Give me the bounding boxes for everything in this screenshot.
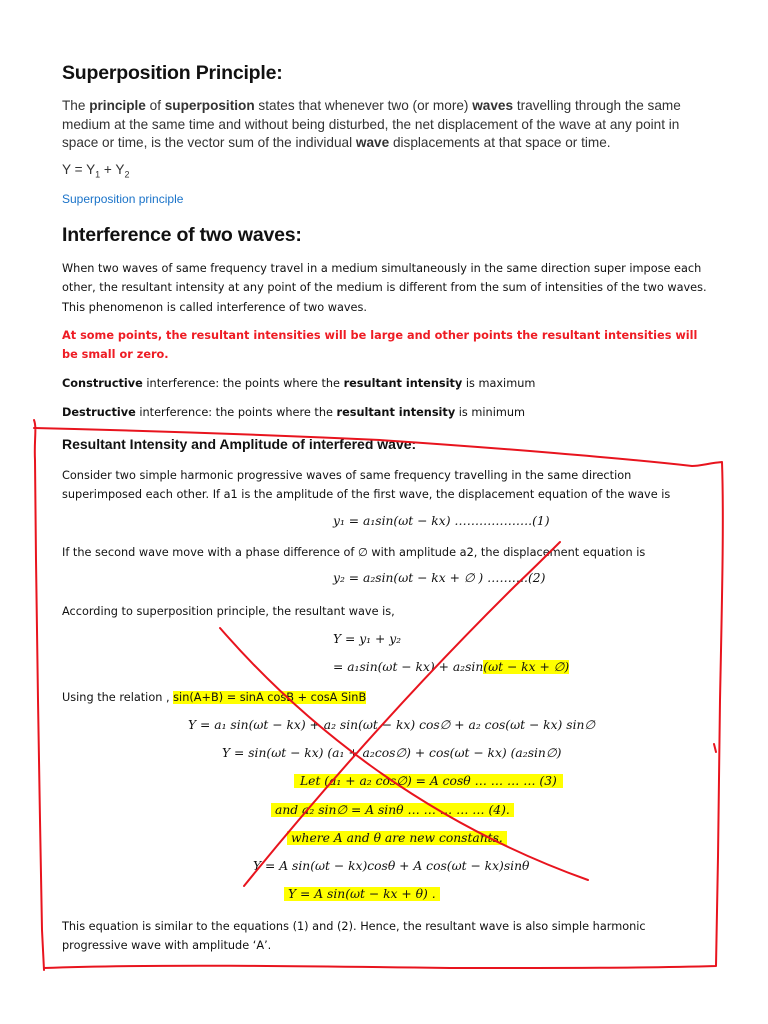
- interference-heading: Interference of two waves:: [62, 224, 302, 246]
- phase-difference-paragraph: If the second wave move with a phase difference of ∅ with amplitude a2, the displacement equation is: [62, 546, 646, 559]
- interference-note: At some points, the resultant intensities will be large and other points the resultant intensities will be small or zero.: [62, 329, 698, 362]
- relation-line: Using the relation , sin(A+B) = sinA cosB + cosA SinB: [62, 691, 367, 704]
- destructive-definition: Destructive interference: the points where the resultant intensity is minimum: [62, 406, 526, 419]
- equation-8: and a₂ sin∅ = A sinθ … … … … … (4).: [271, 803, 514, 817]
- equation-5: Y = a₁ sin(ωt − kx) + a₂ sin(ωt − kx) cos∅ + a₂ cos(ωt − kx) sin∅: [188, 718, 596, 732]
- resultant-heading: Resultant Intensity and Amplitude of interfered wave:: [62, 436, 417, 452]
- equation-3: Y = y₁ + y₂: [333, 632, 402, 646]
- equation-1: y₁ = a₁sin(ωt − kx) ……………….(1): [333, 514, 550, 528]
- equation-9: where A and θ are new constants.: [287, 831, 507, 845]
- conclusion-paragraph: This equation is similar to the equations (1) and (2). Hence, the resultant wave is also simple harmonic progressive wave with amplitude ‘A’.: [62, 920, 646, 953]
- constructive-definition: Constructive interference: the points where the resultant intensity is maximum: [62, 377, 536, 390]
- equation-11: Y = A sin(ωt − kx + θ) .: [284, 887, 440, 901]
- superposition-statement: According to superposition principle, the resultant wave is,: [62, 605, 395, 618]
- equation-10: Y = A sin(ωt − kx)cosθ + A cos(ωt − kx)sinθ: [253, 859, 530, 873]
- equation-4: = a₁sin(ωt − kx) + a₂sin(ωt − kx + ∅): [333, 660, 570, 674]
- page-title: Superposition Principle:: [62, 62, 283, 84]
- superposition-definition: The principle of superposition states that whenever two (or more) waves travelling through the same medium at the same time and without being disturbed, the net displacement of the wave at any point in space or time, is the vector sum of the individual wave displacements at that space or time.: [62, 98, 681, 150]
- equation-7: Let (a₁ + a₂ cos∅) = A cosθ … … … … (3): [294, 774, 563, 788]
- annotation-tick-mark: [714, 744, 716, 752]
- equation-2: y₂ = a₂sin(ωt − kx + ∅ ) ……….(2): [333, 571, 546, 585]
- consider-paragraph: Consider two simple harmonic progressive waves of same frequency travelling in the same direction superimposed each other. If a1 is the amplitude of the first wave, the displacement equation of the wave is: [62, 469, 671, 502]
- superposition-equation: $Y = Y_1 + Y_2$: [62, 162, 130, 180]
- equation-6: Y = sin(ωt − kx) (a₁ + a₂cos∅) + cos(ωt − kx) (a₂sin∅): [222, 746, 562, 760]
- superposition-link[interactable]: Superposition principle: [62, 192, 184, 206]
- interference-paragraph: When two waves of same frequency travel in a medium simultaneously in the same direction super impose each other, the resultant intensity at any point of the medium is different from the sum of intensities of the two waves. This phenomenon is called interference of two waves.: [62, 262, 707, 314]
